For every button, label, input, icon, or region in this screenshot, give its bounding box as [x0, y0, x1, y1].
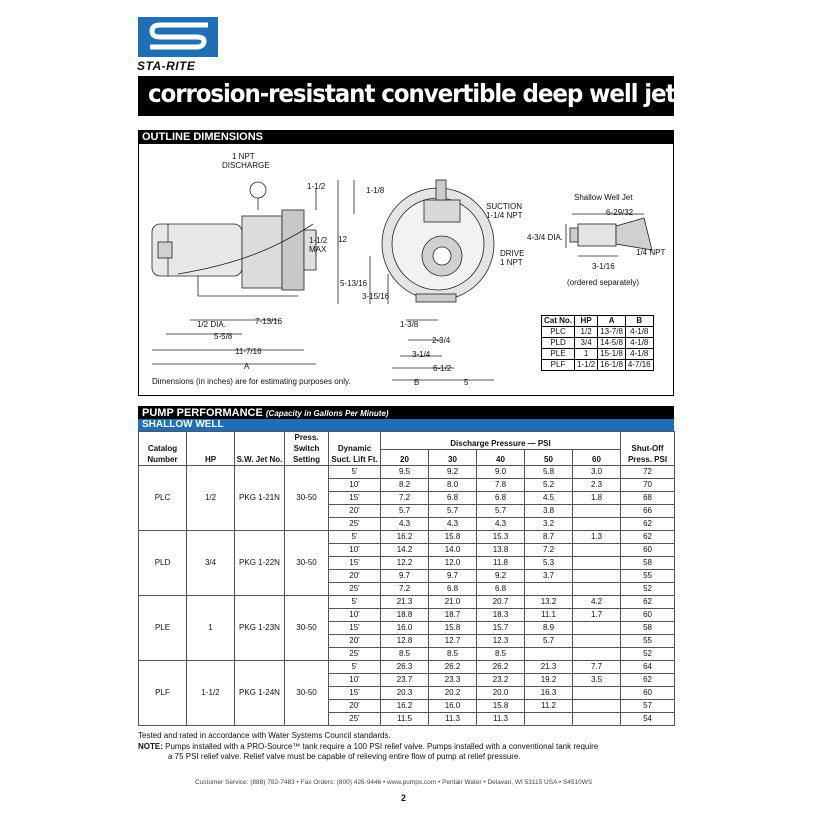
flow-cell: 2.3 — [573, 479, 621, 492]
pressure-header-cell: 40 — [477, 449, 525, 465]
dims-row — [542, 327, 654, 338]
flow-cell: 15.8 — [477, 700, 525, 713]
flow-cell: 11.2 — [525, 700, 573, 713]
flow-cell: 16.0 — [381, 622, 429, 635]
flow-cell — [525, 713, 573, 726]
catalog-header: Catalog Number — [139, 432, 187, 466]
table-row — [139, 661, 675, 674]
flow-cell: 12.3 — [477, 635, 525, 648]
switch-cell: 30-50 — [285, 531, 329, 596]
flow-cell: 7.7 — [573, 661, 621, 674]
flow-cell: 11.3 — [477, 713, 525, 726]
shutoff-cell: 60 — [621, 609, 675, 622]
dims-cell: 1 — [575, 349, 598, 360]
note-text-2: a 75 PSI relief valve. Relief valve must be capable of relieving entire flow of pump at relief pressure. — [168, 752, 521, 761]
catalog-cell: PLE — [139, 596, 187, 661]
flow-cell: 4.3 — [477, 518, 525, 531]
flow-cell: 11.3 — [429, 713, 477, 726]
flow-cell: 6.8 — [477, 583, 525, 596]
dims-row — [542, 349, 654, 360]
flow-cell: 20.0 — [477, 687, 525, 700]
dims-cell: 13-7/8 — [598, 327, 626, 338]
pressure-header-cell: 50 — [525, 449, 573, 465]
dim-5-13-16-label: 5-13/16 — [340, 279, 368, 288]
lift-cell: 15' — [329, 622, 381, 635]
brand-name: STA-RITE — [137, 59, 196, 73]
performance-title: PUMP PERFORMANCE — [142, 407, 263, 419]
jet-cell: PKG 1-24N — [235, 661, 285, 726]
hp-header: HP — [187, 432, 235, 466]
pressure-header-cell: 20 — [381, 449, 429, 465]
relief-note — [138, 742, 598, 752]
dim-1-3-8-label: 1-3/8 — [400, 320, 419, 329]
shallow-well-heading: SHALLOW WELL — [138, 419, 674, 431]
flow-cell: 6.8 — [477, 492, 525, 505]
page-title: corrosion-resistant convertible deep well jet pumps — [148, 79, 764, 108]
switch-header: Press. Switch Setting — [285, 432, 329, 466]
dim-2-3-4-label: 2-3/4 — [432, 336, 451, 345]
flow-cell: 15.7 — [477, 622, 525, 635]
flow-cell — [573, 713, 621, 726]
flow-cell: 8.5 — [477, 648, 525, 661]
flow-cell: 5.7 — [381, 505, 429, 518]
dims-header-cell: HP — [575, 316, 598, 327]
lift-cell: 20' — [329, 635, 381, 648]
flow-cell: 12.2 — [381, 557, 429, 570]
lift-cell: 20' — [329, 505, 381, 518]
performance-table — [138, 431, 675, 726]
flow-cell: 20.7 — [477, 596, 525, 609]
lift-cell: 5' — [329, 531, 381, 544]
dim-1-1-2-max-label: 1-1/2 — [309, 236, 328, 245]
flow-cell: 12.8 — [381, 635, 429, 648]
lift-cell: 25' — [329, 713, 381, 726]
flow-cell: 3.7 — [525, 570, 573, 583]
flow-cell: 4.3 — [381, 518, 429, 531]
outline-heading: OUTLINE DIMENSIONS — [138, 130, 674, 144]
flow-cell — [573, 505, 621, 518]
dims-cell: 15-1/8 — [598, 349, 626, 360]
flow-cell: 3.0 — [573, 466, 621, 479]
performance-heading — [138, 406, 674, 419]
dim-4-3-4-label: 4-3/4 DIA. — [527, 233, 564, 242]
dims-cell: PLE — [542, 349, 575, 360]
half-dia-label: 1/2 DIA. — [197, 320, 226, 329]
dims-cell: 1/2 — [575, 327, 598, 338]
flow-cell: 21.3 — [381, 596, 429, 609]
pressure-header-cell: 60 — [573, 449, 621, 465]
flow-cell — [573, 557, 621, 570]
hp-cell: 1 — [187, 596, 235, 661]
ordered-separately-label: (ordered separately) — [567, 278, 640, 287]
flow-cell: 1.3 — [573, 531, 621, 544]
dim-3-1-16-label: 3-1/16 — [592, 262, 615, 271]
note-label: NOTE: — [138, 742, 163, 751]
flow-cell: 23.3 — [429, 674, 477, 687]
flow-cell: 5.2 — [525, 479, 573, 492]
note-text: Pumps installed with a PRO-Source™ tank require a 100 PSI relief valve. Pumps installed with a conventional tank require — [165, 742, 599, 751]
dim-b-label: B — [414, 378, 420, 387]
shutoff-cell: 62 — [621, 596, 675, 609]
flow-cell — [525, 583, 573, 596]
dims-row — [542, 338, 654, 349]
hp-cell: 1/2 — [187, 466, 235, 531]
flow-cell: 8.9 — [525, 622, 573, 635]
dim-11-7-16-label: 11-7/16 — [235, 347, 262, 356]
discharge-header: Discharge Pressure — PSI — [381, 432, 621, 450]
shutoff-cell: 54 — [621, 713, 675, 726]
jet-cell: PKG 1-22N — [235, 531, 285, 596]
suction-npt-label: 1-1/4 NPT — [486, 211, 523, 220]
shutoff-cell: 55 — [621, 635, 675, 648]
jet-cell: PKG 1-23N — [235, 596, 285, 661]
flow-cell: 18.7 — [429, 609, 477, 622]
switch-cell: 30-50 — [285, 661, 329, 726]
table-row — [139, 531, 675, 544]
flow-cell: 20.2 — [429, 687, 477, 700]
flow-cell: 8.5 — [429, 648, 477, 661]
jet-cell: PKG 1-21N — [235, 466, 285, 531]
flow-cell: 3.5 — [573, 674, 621, 687]
flow-cell — [573, 622, 621, 635]
dims-cell: 1-1/2 — [575, 360, 598, 371]
dims-header-cell: Cat No. — [542, 316, 575, 327]
lift-cell: 5' — [329, 596, 381, 609]
pressure-header-cell: 30 — [429, 449, 477, 465]
hp-cell: 1-1/2 — [187, 661, 235, 726]
shutoff-cell: 55 — [621, 570, 675, 583]
dim-1-1-8-label: 1-1/8 — [366, 186, 385, 195]
flow-cell: 7.2 — [525, 544, 573, 557]
flow-cell — [573, 544, 621, 557]
max-label: MAX — [309, 245, 327, 254]
lift-cell: 25' — [329, 583, 381, 596]
flow-cell: 14.0 — [429, 544, 477, 557]
flow-cell: 21.3 — [525, 661, 573, 674]
flow-cell: 15.8 — [429, 531, 477, 544]
flow-cell: 7.2 — [381, 583, 429, 596]
flow-cell — [525, 648, 573, 661]
flow-cell: 21.0 — [429, 596, 477, 609]
dims-cell: PLD — [542, 338, 575, 349]
flow-cell: 3.2 — [525, 518, 573, 531]
flow-cell: 9.2 — [477, 570, 525, 583]
flow-cell: 5.3 — [525, 557, 573, 570]
flow-cell: 1.7 — [573, 609, 621, 622]
dims-cell: 4-1/8 — [625, 338, 653, 349]
flow-cell — [573, 635, 621, 648]
flow-cell — [573, 687, 621, 700]
dim-3-15-16-label: 3-15/16 — [362, 292, 390, 301]
drive-npt-label: 1 NPT — [500, 258, 523, 267]
lift-cell: 15' — [329, 492, 381, 505]
flow-cell: 9.2 — [429, 466, 477, 479]
flow-cell: 4.3 — [429, 518, 477, 531]
table-row — [139, 466, 675, 479]
flow-cell: 14.2 — [381, 544, 429, 557]
flow-cell: 5.7 — [525, 635, 573, 648]
lift-cell: 20' — [329, 700, 381, 713]
shutoff-cell: 58 — [621, 557, 675, 570]
lift-cell: 10' — [329, 479, 381, 492]
dim-6-1-2-label: 6-1/2 — [433, 364, 452, 373]
flow-cell: 6.8 — [429, 492, 477, 505]
catalog-cell: PLF — [139, 661, 187, 726]
dims-header-cell: B — [625, 316, 653, 327]
flow-cell: 12.7 — [429, 635, 477, 648]
lift-cell: 20' — [329, 570, 381, 583]
dims-header-cell: A — [598, 316, 626, 327]
shutoff-cell: 52 — [621, 648, 675, 661]
flow-cell: 23.2 — [477, 674, 525, 687]
dim-5-label: 5 — [464, 378, 469, 387]
shutoff-cell: 64 — [621, 661, 675, 674]
dims-cell: 14-5/8 — [598, 338, 626, 349]
discharge-label: DISCHARGE — [222, 161, 270, 170]
performance-subtitle: (Capacity in Gallons Per Minute) — [265, 409, 389, 418]
lift-cell: 10' — [329, 609, 381, 622]
shutoff-cell: 72 — [621, 466, 675, 479]
flow-cell: 9.5 — [381, 466, 429, 479]
flow-cell: 9.0 — [477, 466, 525, 479]
dim-1-1-2-label: 1-1/2 — [307, 182, 326, 191]
flow-cell: 9.7 — [381, 570, 429, 583]
table-row — [139, 596, 675, 609]
dim-12-label: 12 — [338, 235, 347, 244]
dim-6-29-32-label: 6-29/32 — [606, 208, 634, 217]
flow-cell: 7.2 — [381, 492, 429, 505]
drive-label: DRIVE — [500, 249, 525, 258]
switch-cell: 30-50 — [285, 596, 329, 661]
flow-cell: 3.8 — [525, 505, 573, 518]
shutoff-cell: 68 — [621, 492, 675, 505]
catalog-cell: PLD — [139, 531, 187, 596]
flow-cell: 5.7 — [429, 505, 477, 518]
flow-cell — [573, 518, 621, 531]
flow-cell: 5.7 — [477, 505, 525, 518]
dims-cell: 4-1/8 — [625, 327, 653, 338]
shutoff-cell: 52 — [621, 583, 675, 596]
flow-cell — [573, 570, 621, 583]
flow-cell: 18.8 — [381, 609, 429, 622]
dimensions-note: Dimensions (in inches) are for estimating purposes only. — [152, 377, 351, 386]
flow-cell: 26.2 — [429, 661, 477, 674]
flow-cell — [573, 700, 621, 713]
flow-cell — [573, 583, 621, 596]
flow-cell: 18.3 — [477, 609, 525, 622]
flow-cell: 26.2 — [477, 661, 525, 674]
tested-note: Tested and rated in accordance with Water Systems Council standards. — [138, 731, 391, 740]
flow-cell: 15.8 — [429, 622, 477, 635]
dims-cell: 3/4 — [575, 338, 598, 349]
flow-cell: 26.3 — [381, 661, 429, 674]
flow-cell: 8.7 — [525, 531, 573, 544]
flow-cell: 4.5 — [525, 492, 573, 505]
flow-cell: 20.3 — [381, 687, 429, 700]
switch-cell: 30-50 — [285, 466, 329, 531]
lift-header: Dynamic Suct. Lift Ft. — [329, 432, 381, 466]
shutoff-cell: 70 — [621, 479, 675, 492]
lift-cell: 15' — [329, 557, 381, 570]
discharge-npt-label: 1 NPT — [232, 152, 255, 161]
shutoff-cell: 66 — [621, 505, 675, 518]
shutoff-cell: 57 — [621, 700, 675, 713]
flow-cell: 16.0 — [429, 700, 477, 713]
dims-cell: 4-1/8 — [625, 349, 653, 360]
flow-cell: 11.5 — [381, 713, 429, 726]
flow-cell: 9.7 — [429, 570, 477, 583]
dimensions-table — [541, 315, 654, 371]
flow-cell: 11.1 — [525, 609, 573, 622]
flow-cell: 12.0 — [429, 557, 477, 570]
catalog-cell: PLC — [139, 466, 187, 531]
dim-7-13-16-label: 7-13/16 — [255, 317, 283, 326]
lift-cell: 10' — [329, 544, 381, 557]
flow-cell: 8.5 — [381, 648, 429, 661]
shutoff-cell: 62 — [621, 674, 675, 687]
dims-cell: PLF — [542, 360, 575, 371]
suction-label: SUCTION — [486, 202, 522, 211]
dims-cell: 4-7/16 — [625, 360, 653, 371]
flow-cell: 19.2 — [525, 674, 573, 687]
flow-cell: 13.2 — [525, 596, 573, 609]
dims-cell: 16-1/8 — [598, 360, 626, 371]
jet-header: S.W. Jet No. — [235, 432, 285, 466]
flow-cell: 15.3 — [477, 531, 525, 544]
lift-cell: 10' — [329, 674, 381, 687]
flow-cell — [573, 648, 621, 661]
shutoff-cell: 62 — [621, 531, 675, 544]
hp-cell: 3/4 — [187, 531, 235, 596]
flow-cell: 1.8 — [573, 492, 621, 505]
page-number: 2 — [401, 793, 407, 803]
flow-cell: 11.8 — [477, 557, 525, 570]
flow-cell: 4.2 — [573, 596, 621, 609]
dims-row — [542, 360, 654, 371]
flow-cell: 7.8 — [477, 479, 525, 492]
lift-cell: 5' — [329, 466, 381, 479]
shutoff-header: Shut-Off Press. PSI — [621, 432, 675, 466]
brand-logo — [138, 17, 218, 57]
shutoff-cell: 60 — [621, 687, 675, 700]
shutoff-cell: 60 — [621, 544, 675, 557]
dim-3-1-4-label: 3-1/4 — [412, 350, 431, 359]
footer-contact: Customer Service: (888) 782-7483 • Fax Orders: (800) 426-9446 • www.pumps.com • Pentair Water • Delavan, WI 53115 USA • S4510WS — [195, 779, 593, 786]
dim-5-5-8-label: 5-5/8 — [214, 332, 233, 341]
lift-cell: 15' — [329, 687, 381, 700]
flow-cell: 8.0 — [429, 479, 477, 492]
flow-cell: 23.7 — [381, 674, 429, 687]
flow-cell: 16.2 — [381, 700, 429, 713]
shallow-jet-label: Shallow Well Jet — [574, 193, 633, 202]
flow-cell: 16.3 — [525, 687, 573, 700]
flow-cell: 8.2 — [381, 479, 429, 492]
lift-cell: 25' — [329, 518, 381, 531]
dim-a-label: A — [244, 362, 250, 371]
npt-1-4-label: 1/4 NPT — [636, 248, 666, 257]
dims-cell: PLC — [542, 327, 575, 338]
flow-cell: 16.2 — [381, 531, 429, 544]
shutoff-cell: 62 — [621, 518, 675, 531]
lift-cell: 5' — [329, 661, 381, 674]
flow-cell: 6.8 — [429, 583, 477, 596]
flow-cell: 13.8 — [477, 544, 525, 557]
flow-cell: 5.8 — [525, 466, 573, 479]
lift-cell: 25' — [329, 648, 381, 661]
shutoff-cell: 58 — [621, 622, 675, 635]
